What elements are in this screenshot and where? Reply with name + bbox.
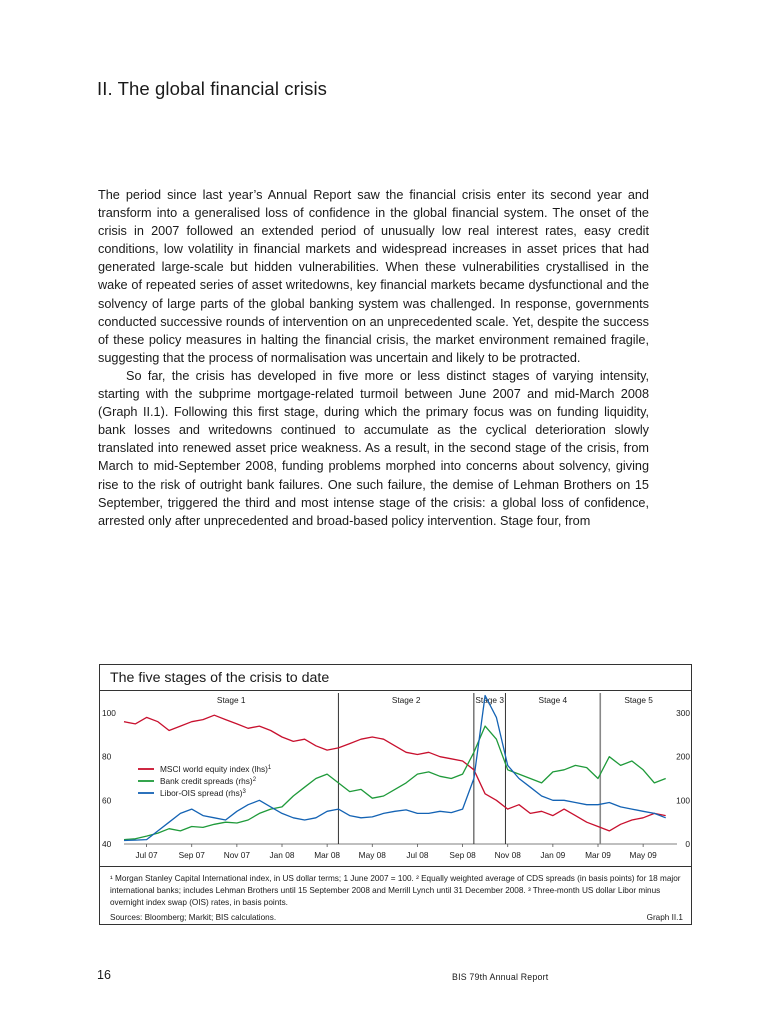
x-tick-label-2: Nov 07 <box>223 850 251 860</box>
graph-title: The five stages of the crisis to date <box>100 665 691 691</box>
graph-id: Graph II.1 <box>646 913 683 922</box>
y-left-tick-label-0: 40 <box>102 839 112 849</box>
graph-sources-row <box>110 912 683 924</box>
x-tick-label-5: May 08 <box>358 850 386 860</box>
legend-sup-0: 1 <box>267 765 272 771</box>
x-tick-label-3: Jan 08 <box>269 850 295 860</box>
legend-label-2: Libor-OIS spread (rhs)$^3$ <box>160 788 246 798</box>
report-name: BIS 79th Annual Report <box>452 972 549 982</box>
x-tick-label-9: Jan 09 <box>540 850 566 860</box>
x-tick-label-8: Nov 08 <box>494 850 521 860</box>
legend-label-0: MSCI world equity index (lhs)$^1$ <box>160 764 272 774</box>
stages-line-chart <box>100 691 693 866</box>
x-tick-label-0: Jul 07 <box>135 850 158 860</box>
x-tick-label-10: Mar 09 <box>585 850 611 860</box>
x-tick-label-11: May 09 <box>629 850 657 860</box>
y-right-tick-label-3: 300 <box>676 708 690 718</box>
graph-box <box>99 664 692 925</box>
stage-label-0: Stage 1 <box>216 695 246 705</box>
stage-label-4: Stage 5 <box>624 695 653 705</box>
stage-label-2: Stage 3 <box>475 695 504 705</box>
x-tick-label-6: Jul 08 <box>406 850 429 860</box>
x-tick-label-1: Sep 07 <box>178 850 205 860</box>
graph-sources: Sources: Bloomberg; Markit; BIS calculations. <box>110 913 277 922</box>
page-number: 16 <box>97 968 111 982</box>
graph-footnotes: ¹ Morgan Stanley Capital International index, in US dollar terms; 1 June 2007 = 100. ² Equally weighted average of CDS spreads (in basis points) for 18 major international banks; includes Lehman Brothers until 15 September 2008 and Merrill Lynch until 31 December 2008. ³ Three-month US dollar Libor minus overnight index swap (OIS) rates, in basis points. <box>110 874 681 907</box>
paragraph-1: The period since last year’s Annual Report saw the financial crisis enter its second year and transform into a generalised loss of confidence in the global financial system. The onset of the crisis in 2007 followed an extended period of unusually low real interest rates, easy credit conditions, low volatility in financial markets and widespread increases in asset prices that had generated large-scale but hidden vulnerabilities. When these vulnerabilities crystallised in the wake of repeated series of asset writedowns, key financial markets became dysfunctional and the solvency of large parts of the global banking system was challenged. In response, governments conducted successive rounds of intervention on an unprecedented scale. Yet, despite the success of these policy measures in halting the financial crisis, the market environment remained fragile, suggesting that the process of normalisation was uncertain and likely to be protracted. <box>98 188 649 365</box>
x-tick-label-4: Mar 08 <box>314 850 341 860</box>
y-left-tick-label-3: 100 <box>102 708 116 718</box>
y-left-tick-label-2: 80 <box>102 751 112 762</box>
y-right-tick-label-1: 100 <box>676 795 690 806</box>
body-text <box>98 186 649 530</box>
stage-label-3: Stage 4 <box>538 695 568 705</box>
y-left-tick-label-1: 60 <box>102 795 112 806</box>
y-right-tick-label-0: 0 <box>685 839 690 849</box>
y-right-tick-label-2: 200 <box>676 751 690 762</box>
paragraph-2: So far, the crisis has developed in five more or less distinct stages of varying intensity, starting with the subprime mortgage-related turmoil between June 2007 and mid-March 2008 (Graph II.1). Following this first stage, during which the primary focus was on funding liquidity, bank losses and writedowns continued to accumulate as the cyclical deterioration slowly translated into renewed asset price weakness. As a result, in the second stage of the crisis, from March to mid-September 2008, funding problems morphed into concerns about solvency, giving rise to the risk of outright bank failures. One such failure, the demise of Lehman Brothers on 15 September, triggered the third and most intense stage of the crisis: a global loss of confidence, arrested only after unprecedented and broad-based policy intervention. Stage four, from <box>98 368 649 528</box>
x-tick-label-7: Sep 08 <box>449 850 476 860</box>
chapter-title: II. The global financial crisis <box>97 78 328 99</box>
legend-sup-1: 2 <box>252 777 257 783</box>
graph-notes <box>100 866 691 924</box>
stage-label-1: Stage 2 <box>391 695 421 705</box>
legend-sup-2: 3 <box>242 789 246 795</box>
legend-label-1: Bank credit spreads (rhs)$^2$ <box>160 776 257 786</box>
